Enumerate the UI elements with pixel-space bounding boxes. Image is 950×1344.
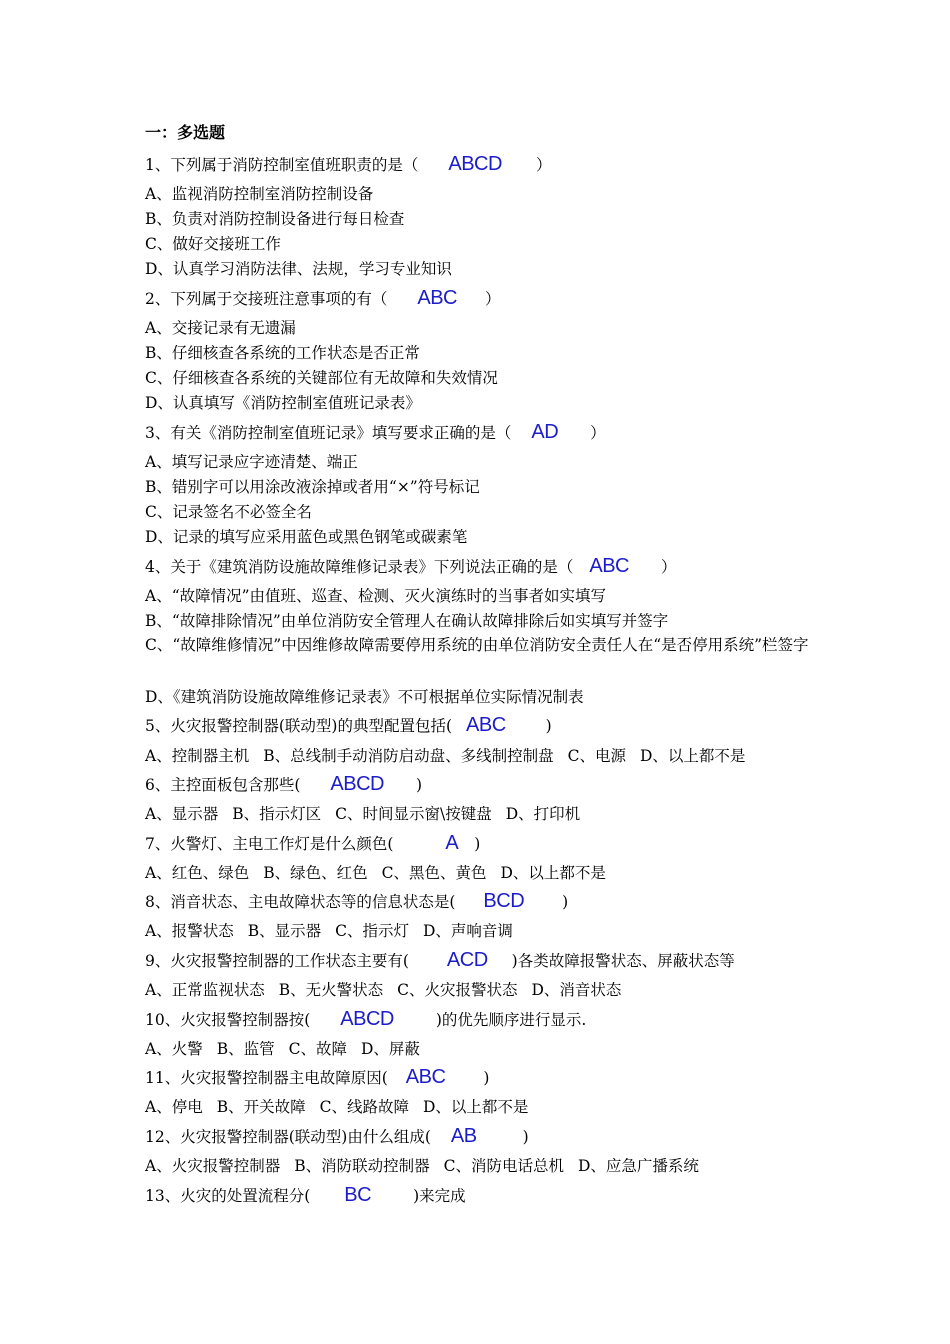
options-row bbox=[145, 920, 825, 942]
option: B、显示器 bbox=[247, 922, 322, 940]
question-stem: 4、关于《建筑消防设施故障维修记录表》下列说法正确的是（ bbox=[145, 558, 574, 576]
options-row bbox=[145, 803, 825, 825]
question-stem: 6、主控面板包含那些( bbox=[145, 776, 301, 794]
question-tail: ） bbox=[485, 290, 501, 308]
question-stem: 2、下列属于交接班注意事项的有（ bbox=[145, 290, 388, 308]
options-row bbox=[145, 1038, 825, 1060]
question-stem: 1、下列属于消防控制室值班职责的是（ bbox=[145, 156, 419, 174]
question-stem: 12、火灾报警控制器(联动型)由什么组成( bbox=[145, 1128, 431, 1146]
option: C、仔细核查各系统的关键部位有无故障和失效情况 bbox=[145, 369, 498, 387]
option: A、红色、绿色 bbox=[145, 864, 250, 882]
answer: BC bbox=[344, 1184, 372, 1206]
question-stem: 10、火灾报警控制器按( bbox=[145, 1011, 311, 1029]
question-stem: 9、火灾报警控制器的工作状态主要有( bbox=[145, 952, 409, 970]
option: B、开关故障 bbox=[216, 1098, 306, 1116]
option: C、时间显示窗\按键盘 bbox=[335, 805, 492, 823]
option: C、电源 bbox=[567, 747, 626, 765]
option: B、消防联动控制器 bbox=[294, 1157, 430, 1175]
option: D、以上都不是 bbox=[500, 864, 606, 882]
option: C、做好交接班工作 bbox=[145, 235, 281, 253]
option: D、认真填写《消防控制室值班记录表》 bbox=[145, 394, 421, 412]
question-5 bbox=[145, 714, 825, 737]
question-tail: )各类故障报警状态、屏蔽状态等 bbox=[511, 952, 735, 970]
option: A、火警 bbox=[145, 1040, 203, 1058]
question-stem: 5、火灾报警控制器(联动型)的典型配置包括( bbox=[145, 717, 453, 735]
option: B、无火警状态 bbox=[278, 981, 384, 999]
answer: AD bbox=[531, 421, 559, 443]
option: A、火灾报警控制器 bbox=[145, 1157, 281, 1175]
section-title: 一：多选题 bbox=[145, 123, 226, 142]
option: B、总线制手动消防启动盘、多线制控制盘 bbox=[263, 747, 554, 765]
options-row bbox=[145, 1155, 825, 1177]
question-8 bbox=[145, 890, 825, 913]
option: A、“故障情况”由值班、巡查、检测、灭火演练时的当事者如实填写 bbox=[145, 587, 607, 605]
option: A、交接记录有无遗漏 bbox=[145, 319, 296, 337]
option: C、消防电话总机 bbox=[443, 1157, 564, 1175]
question-stem: 11、火灾报警控制器主电故障原因( bbox=[145, 1069, 388, 1087]
option: C、故障 bbox=[288, 1040, 347, 1058]
option: D、屏蔽 bbox=[360, 1040, 420, 1058]
question-3 bbox=[145, 421, 825, 444]
answer: ABCD bbox=[330, 773, 384, 795]
answer: ABC bbox=[589, 555, 629, 577]
answer: AB bbox=[450, 1125, 477, 1147]
options-row bbox=[145, 862, 825, 884]
option: D、以上都不是 bbox=[422, 1098, 529, 1116]
option: D、记录的填写应采用蓝色或黑色钢笔或碳素笔 bbox=[145, 528, 468, 546]
option: A、显示器 bbox=[145, 805, 219, 823]
answer: ABCD bbox=[340, 1008, 394, 1030]
option: D、认真学习消防法律、法规，学习专业知识 bbox=[145, 260, 452, 278]
question-tail: ) bbox=[483, 1069, 490, 1087]
question-10 bbox=[145, 1008, 825, 1031]
answer: ABCD bbox=[448, 153, 502, 175]
question-stem: 3、有关《消防控制室值班记录》填写要求正确的是（ bbox=[145, 424, 512, 442]
question-tail: )来完成 bbox=[413, 1187, 466, 1205]
answer: ACD bbox=[446, 949, 488, 971]
options-row bbox=[145, 1096, 825, 1118]
question-tail: ) bbox=[562, 893, 569, 911]
question-6 bbox=[145, 773, 825, 796]
answer: ABC bbox=[405, 1066, 446, 1088]
question-tail: ） bbox=[661, 558, 677, 576]
option: B、负责对消防控制设备进行每日检查 bbox=[145, 210, 405, 228]
question-tail: ) bbox=[474, 835, 481, 853]
question-4 bbox=[145, 555, 825, 578]
answer: ABC bbox=[466, 714, 506, 736]
option: B、仔细核查各系统的工作状态是否正常 bbox=[145, 344, 420, 362]
question-tail: ） bbox=[535, 156, 552, 174]
option: C、记录签名不必签全名 bbox=[145, 503, 312, 521]
option: D、以上都不是 bbox=[639, 747, 746, 765]
option: D、《建筑消防设施故障维修记录表》不可根据单位实际情况制表 bbox=[145, 688, 584, 706]
question-11 bbox=[145, 1066, 825, 1089]
option: A、报警状态 bbox=[145, 922, 234, 940]
option: B、监管 bbox=[216, 1040, 275, 1058]
question-7 bbox=[145, 832, 825, 855]
option: D、打印机 bbox=[505, 805, 581, 823]
option: C、“故障维修情况”中因维修故障需要停用系统的由单位消防安全责任人在“是否停用系统”栏签字 bbox=[145, 636, 809, 654]
option: A、停电 bbox=[145, 1098, 203, 1116]
option: D、应急广播系统 bbox=[577, 1157, 699, 1175]
question-12 bbox=[145, 1125, 825, 1148]
option: C、火灾报警状态 bbox=[397, 981, 518, 999]
option: B、绿色、红色 bbox=[263, 864, 368, 882]
option: D、声响音调 bbox=[422, 922, 513, 940]
answer: ABC bbox=[417, 287, 457, 309]
question-tail: ) bbox=[522, 1128, 529, 1146]
question-stem: 13、火灾的处置流程分( bbox=[145, 1187, 311, 1205]
question-tail: ） bbox=[590, 424, 606, 442]
question-1 bbox=[145, 153, 825, 176]
option: A、正常监视状态 bbox=[145, 981, 265, 999]
option: B、“故障排除情况”由单位消防安全管理人在确认故障排除后如实填写并签字 bbox=[145, 612, 669, 630]
option: A、监视消防控制室消防控制设备 bbox=[145, 185, 374, 203]
option: C、黑色、黄色 bbox=[381, 864, 487, 882]
question-tail: ) bbox=[416, 776, 423, 794]
question-2 bbox=[145, 287, 825, 310]
answer: BCD bbox=[483, 890, 525, 912]
options-row bbox=[145, 745, 825, 767]
option: B、错别字可以用涂改液涂掉或者用“×”符号标记 bbox=[145, 478, 480, 496]
option: A、控制器主机 bbox=[145, 747, 250, 765]
question-tail: )的优先顺序进行显示. bbox=[435, 1011, 587, 1029]
option: A、填写记录应字迹清楚、端正 bbox=[145, 453, 358, 471]
question-13 bbox=[145, 1184, 825, 1207]
question-stem: 7、火警灯、主电工作灯是什么颜色( bbox=[145, 835, 394, 853]
question-tail: ) bbox=[545, 717, 552, 735]
option: C、指示灯 bbox=[335, 922, 409, 940]
option: C、线路故障 bbox=[319, 1098, 409, 1116]
option: B、指示灯区 bbox=[232, 805, 322, 823]
option: D、消音状态 bbox=[531, 981, 622, 999]
question-9 bbox=[145, 949, 825, 972]
question-stem: 8、消音状态、主电故障状态等的信息状态是( bbox=[145, 893, 456, 911]
answer: A bbox=[445, 832, 459, 854]
options-row bbox=[145, 979, 825, 1001]
